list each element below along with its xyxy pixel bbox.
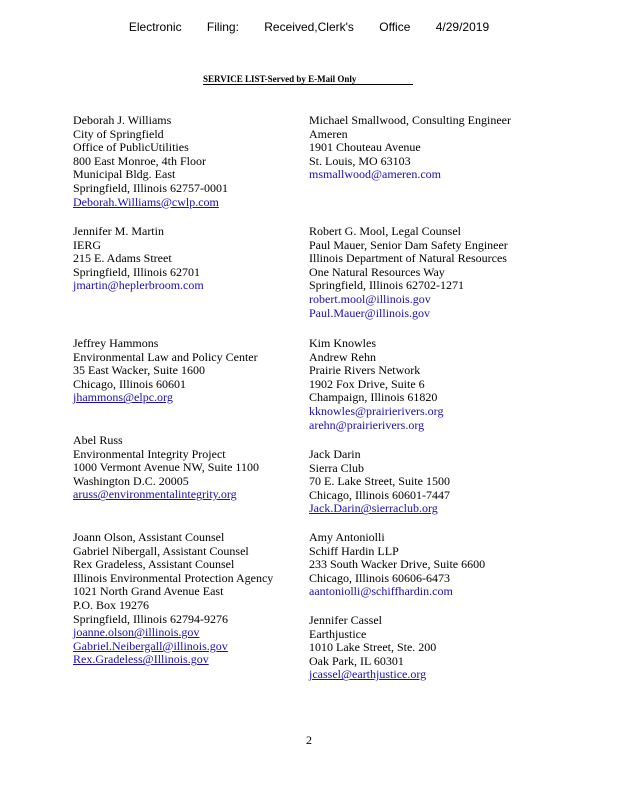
contact-line: Illinois Environmental Protection Agency: [73, 570, 274, 585]
email-link[interactable]: Gabriel.Neibergall@illinois.gov: [73, 638, 228, 653]
contact-line: 1021 North Grand Avenue East: [73, 584, 224, 599]
header-part-filing: Filing:: [206, 20, 239, 34]
contact-line: Michael Smallwood, Consulting Engineer: [309, 113, 511, 127]
contact-line: Jeffrey Hammons: [73, 336, 159, 350]
contact-line: Andrew Rehn: [309, 349, 376, 364]
contact-line: Springfield, Illinois 62702-1271: [309, 278, 464, 293]
contact-line: Prairie Rivers Network: [309, 363, 421, 378]
contact-line: St. Louis, MO 63103: [309, 153, 411, 168]
contact-line: Office of PublicUtilities: [73, 140, 189, 155]
filing-header: [0, 20, 618, 34]
contact-line: 1902 Fox Drive, Suite 6: [309, 376, 425, 391]
contact-line: 1000 Vermont Avenue NW, Suite 1100: [73, 460, 259, 475]
contact-block: [309, 448, 450, 516]
email-link[interactable]: arehn@prairierivers.org: [309, 417, 425, 432]
contact-line: Ameren: [309, 126, 348, 141]
contact-line: Municipal Bldg. East: [73, 167, 176, 182]
email-link[interactable]: aruss@environmentalintegrity.org: [73, 487, 237, 502]
contact-line: 1010 Lake Street, Ste. 200: [309, 640, 437, 655]
email-link[interactable]: jhammons@elpc.org: [73, 390, 173, 405]
contact-line: 35 East Wacker, Suite 1600: [73, 363, 205, 378]
contact-block: [309, 337, 443, 432]
contact-line: One Natural Resources Way: [309, 264, 445, 279]
contact-block: [73, 531, 273, 667]
contact-line: Joann Olson, Assistant Counsel: [73, 530, 225, 544]
contact-line: Sierra Club: [309, 460, 364, 475]
contact-line: Springfield, Illinois 62757-0001: [73, 180, 228, 195]
contact-line: Deborah J. Williams: [73, 113, 172, 127]
email-link[interactable]: Rex.Gradeless@Illinois.gov: [73, 652, 209, 667]
contact-block: [309, 614, 436, 682]
contact-line: IERG: [73, 237, 101, 252]
contact-line: Robert G. Mool, Legal Counsel: [309, 224, 461, 238]
email-link[interactable]: aantoniolli@schiffhardin.com: [309, 584, 453, 599]
email-link[interactable]: joanne.olson@illinois.gov: [73, 625, 200, 640]
contact-line: Jennifer M. Martin: [73, 224, 164, 238]
contact-block: [309, 114, 511, 182]
contact-line: Earthjustice: [309, 626, 367, 641]
contact-line: Chicago, Illinois 60606-6473: [309, 570, 450, 585]
contact-line: Kim Knowles: [309, 336, 376, 350]
email-link[interactable]: kknowles@prairierivers.org: [309, 403, 444, 418]
contact-line: Oak Park, IL 60301: [309, 653, 404, 668]
contact-line: 800 East Monroe, 4th Floor: [73, 153, 206, 168]
contact-line: 215 E. Adams Street: [73, 251, 172, 266]
contact-line: Jennifer Cassel: [309, 613, 382, 627]
contact-block: [73, 434, 259, 502]
contact-line: Chicago, Illinois 60601: [73, 376, 186, 391]
contact-block: [73, 114, 228, 209]
email-link[interactable]: Paul.Mauer@illinois.gov: [309, 305, 431, 320]
contact-line: P.O. Box 19276: [73, 597, 150, 612]
email-link[interactable]: jmartin@heplerbroom.com: [73, 278, 204, 293]
contact-block: [309, 225, 508, 320]
contact-line: Champaign, Illinois 61820: [309, 390, 438, 405]
contact-line: Paul Mauer, Senior Dam Safety Engineer: [309, 237, 508, 252]
contact-line: Environmental Law and Policy Center: [73, 349, 258, 364]
email-link[interactable]: Jack.Darin@sierraclub.org: [309, 501, 438, 516]
contact-line: Amy Antoniolli: [309, 530, 385, 544]
contact-line: Abel Russ: [73, 433, 123, 447]
email-link[interactable]: msmallwood@ameren.com: [309, 167, 442, 182]
contact-line: Washington D.C. 20005: [73, 473, 189, 488]
contact-block: [73, 225, 204, 293]
email-link[interactable]: jcassel@earthjustice.org: [309, 667, 427, 682]
contact-line: Rex Gradeless, Assistant Counsel: [73, 557, 235, 572]
header-part-received: Received,Clerk's: [264, 20, 354, 34]
contact-line: Chicago, Illinois 60601-7447: [309, 487, 450, 502]
contact-line: City of Springfield: [73, 126, 164, 141]
contact-line: Springfield, Illinois 62701: [73, 264, 200, 279]
header-part-office: Office: [379, 20, 411, 34]
email-link[interactable]: robert.mool@illinois.gov: [309, 291, 431, 306]
contact-line: Illinois Department of Natural Resources: [309, 251, 507, 266]
contact-block: [309, 531, 485, 599]
contact-line: Jack Darin: [309, 447, 361, 461]
contact-line: Springfield, Illinois 62794-9276: [73, 611, 228, 626]
header-part-electronic: Electronic: [128, 20, 182, 34]
contact-line: Gabriel Nibergall, Assistant Counsel: [73, 543, 249, 558]
contact-line: 1901 Chouteau Avenue: [309, 140, 421, 155]
contact-line: 70 E. Lake Street, Suite 1500: [309, 474, 450, 489]
contact-line: Environmental Integrity Project: [73, 446, 226, 461]
header-part-date: 4/29/2019: [435, 20, 490, 34]
contact-line: Schiff Hardin LLP: [309, 543, 399, 558]
contact-line: 233 South Wacker Drive, Suite 6600: [309, 557, 486, 572]
page-number: 2: [306, 733, 312, 747]
service-list-title: SERVICE LIST-Served by E-Mail Only: [203, 74, 413, 85]
contact-block: [73, 337, 258, 405]
email-link[interactable]: Deborah.Williams@cwlp.com: [73, 194, 219, 209]
